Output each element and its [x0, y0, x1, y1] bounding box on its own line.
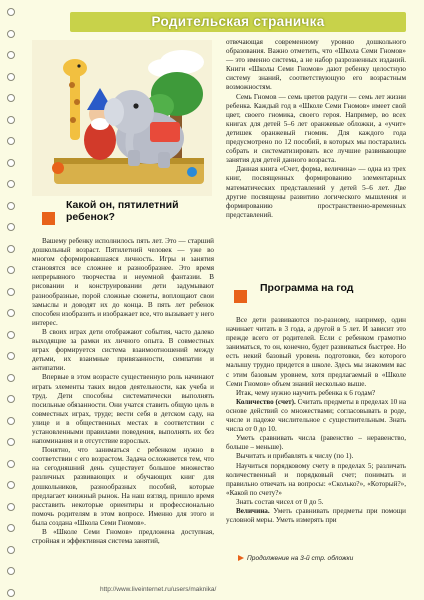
page-title: Родительская страничка [151, 14, 325, 29]
spiral-binding [6, 8, 18, 586]
paragraph: Впервые в этом возрасте существенную роль начинают играть элементы таких видов деятельности, как учеба и труд. Дети способны систематически выполнять посильные обязанности. Они учатся ставить общую цель в совместных играх, труде; вести себя в детском саду, на улице и в общественных местах в соответствии с установленными правилами поведения, выполнять их без напоминания и в отсутствие взрослых. [32, 373, 214, 446]
paragraph: В «Школе Семи Гномов» предложена доступная, стройная и эффективная система занятий, [32, 528, 214, 546]
text-column-right-top [226, 38, 406, 220]
paragraph: Понятно, что заниматься с ребенком нужно в соответствии с его возрастом. Задача осложняется тем, что на сегодняшний день существует большое множество различных развивающих и обучающих книг для дошкольников, разнообразных пособий, которые предлагает книжный рынок. На наш взгляд, пришло время расставить некоторые ориентиры и профессионально помочь родителям в этом вопросе. Именно для этого и была создана «Школа Семи Гномов». [32, 446, 214, 527]
paragraph: Данная книга «Счет, форма, величина» — одна из трех книг, посвященных формированию элементарных математических представлений у детей 5–6 лет. Две другие посвящены развитию логического мышления и формированию пространственно-временных представлений. [226, 165, 406, 219]
text-column-right-bottom [226, 316, 406, 525]
paragraph: Знать состав чисел от 0 до 5. [236, 497, 324, 506]
paragraph: Итак, чему нужно научить ребенка к 6 годам? [236, 388, 376, 397]
paragraph: Вашему ребенку исполнилось пять лет. Это — старший дошкольный возраст. Пятилетний человек — уже во многом сформировавшаяся личность. Игры и занятия становятся все сложнее и разнообразнее. Это время непрерывного творчества и неуемной фантазии. В рисовании и конструировании дети задумывают разнообразные, порой сложные сюжеты, воплощают свои замыслы и доводят их до конца. В пять лет ребенок способен изобразить и изображает все, что вызывает у него интерес. [32, 237, 214, 327]
heading-five-year-old: Какой он, пятилетний ребенок? [66, 199, 179, 223]
paragraph: Уметь сравнивать числа (равенство – неравенство, больше – меньше). [226, 434, 406, 452]
text-column-left [32, 237, 214, 546]
heading-marker-square [234, 290, 247, 303]
paragraph: Семь Гномов — семь цветов радуги — семь лет жизни ребенка. Каждый год в «Школе Семи Гномов» имеет свой цвет, своего гномика, своего героя. Например, во всех книгах для детей 5–6 лет оранжевые обложки, а «учит» детишек оранжевый гномик. Для каждого года предусмотрено по 12 пособий, в которых мы постарались собрать и систематизировать все лучшие развивающие занятия для детей данного возраста. [226, 92, 406, 165]
paragraph: Вычитать и прибавлять к числу (по 1). [236, 452, 354, 461]
source-url: http://www.liveinternet.ru/users/maknika/ [100, 586, 217, 593]
continued-note: Продолжение на 3-й стр. обложки [238, 555, 408, 562]
paragraph: Величина. Уметь сравнивать предметы при помощи условной меры. Уметь измерять при [226, 506, 406, 525]
cartoon-illustration [32, 40, 212, 196]
bold-term-quantity: Количество (счет). [236, 397, 296, 406]
heading-year-program: Программа на год [260, 282, 354, 294]
header-banner [70, 12, 406, 32]
arrow-right-icon [238, 555, 244, 561]
paragraph: Все дети развиваются по-разному, например, один начинает читать в 3 года, а другой в 5 лет. И зависит это прежде всего от родителей. Если с ребенком грамотно заниматься, то он, конечно, будет развиваться быстрее. Но есть некий базовый уровень подготовки, без которого малышу трудно придется в школе. Здесь мы знакомим вас с этим базовым уровнем, хотя предлагаемый в «Школе Семи Гномов» объем знаний несколько выше. [226, 316, 406, 388]
paragraph: Количество (счет). Считать предметы в пределах 10 на основе действий со множествами; согласовывать в роде, числе и падеже числительное с существительным. Знать числа от 0 до 10. [226, 397, 406, 434]
heading-marker-square [42, 212, 55, 225]
paragraph: В своих играх дети отображают события, часто далеко выходящие за рамки их личного опыта. В совместных играх формируется система взаимоотношений между детьми, их взаимные привязанности, симпатии и антипатии. [32, 327, 214, 373]
bold-term-size: Величина. [236, 506, 270, 515]
paragraph: Научиться порядковому счету в пределах 5; различать количественный и порядковый счет; понимать и правильно отвечать на вопросы: «Сколько?», «Который?», «Какой по счету?» [226, 461, 406, 497]
paragraph: отвечающая современному уровню дошкольного образования. Важно отметить, что «Школа Семи Гномов» — это именно система, а не набор разрозненных изданий. Книги «Школы Семи Гномов» дают ребенку целостную систему знаний, соответствующую его возрастным возможностям. [226, 38, 406, 92]
